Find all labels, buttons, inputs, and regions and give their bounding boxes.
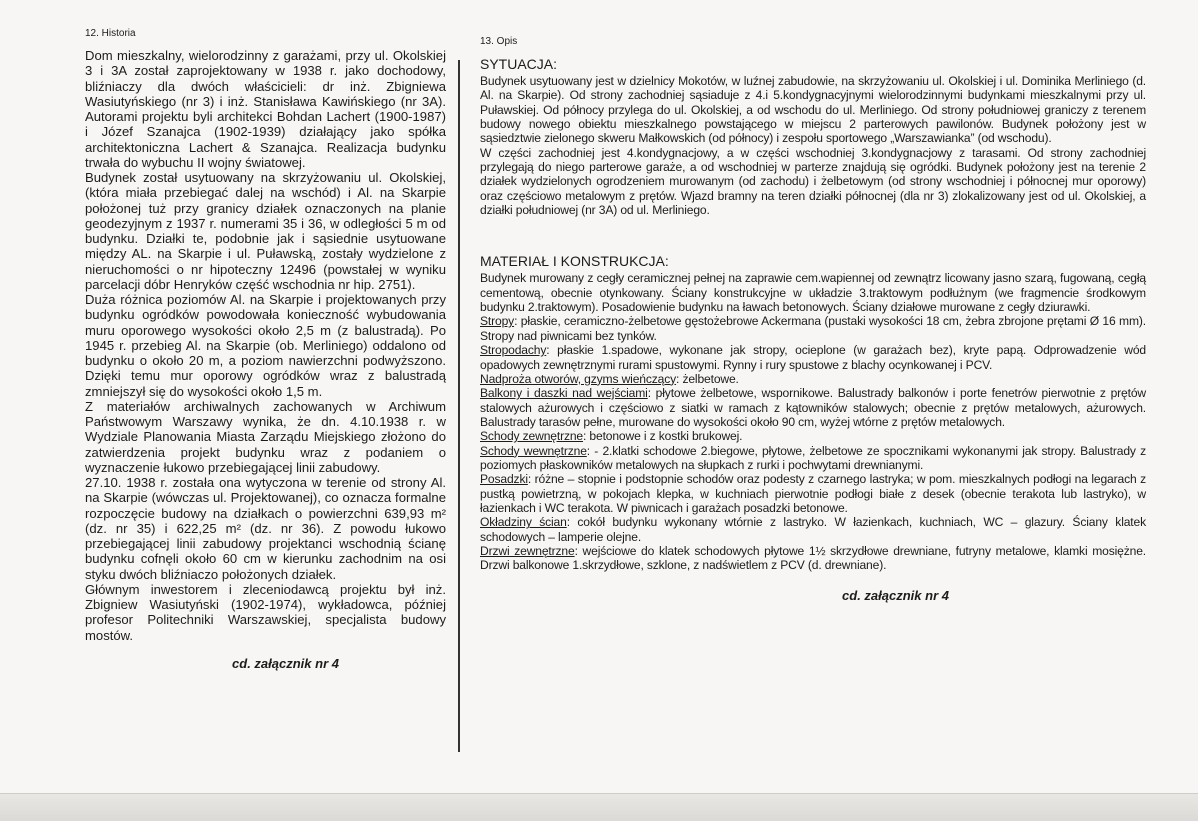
history-column xyxy=(85,28,446,671)
item-label: Drzwi zewnętrzne xyxy=(480,543,575,558)
construction-item xyxy=(480,444,1146,473)
construction-item xyxy=(480,515,1146,544)
continuation-note: cd. załącznik nr 4 xyxy=(842,587,949,603)
item-text: : betonowe i z kostki brukowej. xyxy=(583,429,743,444)
scan-bottom-edge xyxy=(0,793,1198,821)
item-text: : różne – stopnie i podstopnie schodów oraz podesty z czarnego lastryka; w pom. mieszkalnych podłogi na legarach z pustką powietrzną, w pokojach klepka, w kuchniach pierwotnie podłogi białe z desek (obecnie terakota lub lastryko), w łazienkach i WC terakota. W piwnicach i garażach posadzki betonowe. xyxy=(480,472,1146,515)
column-divider xyxy=(458,60,460,752)
paragraph: Budynek został usytuowany na skrzyżowaniu ul. Okolskiej, (która miała przebiegać dalej na wschód) i Al. na Skarpie położonej tuż przy granicy działek oznaczonych na planie geodezyjnym z 1937 r. numerami 35 i 36, w odległości 5 m od budynku. Działki te, podobnie jak i sąsiednie usytuowane między AL. na Skarpie i ul. Puławską, zostały wydzielone z nieruchomości o nr hipoteczny 12496 (powstałej w wyniku parcelacji dóbr Henryków część wschodnia nr hip. 2751). xyxy=(85,170,446,292)
item-text: : płaskie, ceramiczno-żelbetowe gęstożebrowe Ackermana (pustaki wysokości 18 cm, żebra zbrojone prętami Ø 16 mm). Stropy nad piwnicami bez tynków. xyxy=(480,314,1146,343)
item-text: : - 2.klatki schodowe 2.biegowe, płytowe, żelbetowe ze spocznikami wykonanymi jak stropy. Balustrady z poziomych płaskowników metalowych na słupkach z rurki i pochwytami drewnianymi. xyxy=(480,443,1147,472)
paragraph: Dom mieszkalny, wielorodzinny z garażami, przy ul. Okolskiej 3 i 3A został zaprojektowany w 1938 r. jako dochodowy, bliźniaczy dla dwóch właścicieli: dr inż. Zbigniewa Wasiutyńskiego (nr 3) i inż. Stanisława Kawińskiego (nr 3A). Autorami projektu byli architekci Bohdan Lachert (1900-1987) i Józef Szanajca (1902-1939) działający jako spółka architektoniczna Lachert & Szanajca. Realizacja budynku trwała do wybuchu II wojny światowej. xyxy=(85,48,446,170)
construction-item xyxy=(480,544,1146,573)
item-label: Posadzki xyxy=(480,472,528,487)
construction-body xyxy=(480,271,1146,572)
item-text: : wejściowe do klatek schodowych płytowe 1½ skrzydłowe drewniane, futryny metalowe, klamki mosiężne. Drzwi balkonowe 1.skrzydłowe, szklone, z nadświetlem z PCV (d. drewniane). xyxy=(480,543,1146,573)
item-text: : żelbetowe. xyxy=(676,371,739,386)
construction-item xyxy=(480,314,1146,343)
item-label: Stropodachy xyxy=(480,343,547,358)
section-label-history: 12. Historia xyxy=(85,28,136,39)
item-label: Okładziny ścian xyxy=(480,515,567,530)
item-label: Balkony i daszki nad wejściami xyxy=(480,386,648,401)
item-text: : płytowe żelbetowe, wspornikowe. Balustrady balkonów i porte fenetrów pierwotnie z prętów stalowych ażurowych i częściowo z siatki w ramach z kątowników stalowych; obecnie z prętów metalowych, ażurowych. Balustrady tarasów pełne, murowane do wysokości około 90 cm, wyżej wtórne z prętów metalowych. xyxy=(480,386,1146,429)
continuation-note: cd. załącznik nr 4 xyxy=(232,655,339,671)
item-label: Schody zewnętrzne xyxy=(480,429,583,444)
item-label: Schody wewnętrzne xyxy=(480,443,587,458)
situation-heading: SYTUACJA: xyxy=(480,56,558,72)
construction-item xyxy=(480,472,1146,515)
paragraph: Budynek murowany z cegły ceramicznej pełnej na zaprawie cem.wapiennej od zewnątrz licowany jasno szarą, fugowaną, cegłą cementową, obecnie otynkowany. Ściany konstrukcyjne w układzie 3.traktowym podłużnym (we fragmencie środkowym budynku 2.traktowym). Posadowienie budynku na ławach betonowych. Ściany działowe murowane z cegły dziurawki. xyxy=(480,271,1146,315)
paragraph: 27.10. 1938 r. została ona wytyczona w terenie od strony Al. na Skarpie (wówczas ul. Projektowanej), co oznacza formalne rozpoczęcie budowy na działkach o powierzchni 639,93 m² (dz. nr 35) i 622,25 m² (dz. nr 36). Z powodu łukowo przebiegającej linii zabudowy projektanci wschodnią ścianę budynku cofnęli około 60 cm w kierunku zachodnim na osi styku dwóch bliźniaczo położonych działek. xyxy=(85,475,446,582)
paragraph: Duża różnica poziomów Al. na Skarpie i projektowanych przy budynku ogródków powodowała konieczność wybudowania muru oporowego wysokości około 2,5 m (z balustradą). Po 1945 r. przebieg Al. na Skarpie (ob. Merliniego) oddalono od budynku o około 20 m, a poziom nawierzchni podwyższono. Dzięki temu mur oporowy ogródków wraz z balustradą zmniejszył się do wysokości około 1,5 m. xyxy=(85,292,446,399)
history-body xyxy=(85,48,446,643)
item-text: : cokół budynku wykonany wtórnie z lastryko. W łazienkach, kuchniach, WC – glazury. Ściany klatek schodowych – lamperie olejne. xyxy=(480,515,1146,544)
item-label: Stropy xyxy=(480,314,515,329)
situation-body xyxy=(480,74,1146,217)
section-label-description: 13. Opis xyxy=(480,36,518,47)
paragraph: Budynek usytuowany jest w dzielnicy Mokotów, w luźnej zabudowie, na skrzyżowaniu ul. Okolskiej i ul. Dominika Merliniego (d. Al. na Skarpie). Od strony zachodniej sąsiaduje z 4.i 5.kondygnacyjnymi wielorodzinnymi budynkami mieszkalnymi przy ul. Puławskiej. Od północy przylega do ul. Okolskiej, a od wschodu do ul. Merliniego. Od strony południowej graniczy z terenem budowy nowego obiektu mieszkalnego powstającego w miejscu 2 parterowych pawilonów. Budynek położony jest w sąsiedztwie zielonego skweru Małkowskich (od północy) i zespołu sportowego „Warszawianka” (od wschodu). xyxy=(480,74,1146,146)
construction-heading: MATERIAŁ I KONSTRUKCJA: xyxy=(480,253,669,270)
construction-item xyxy=(480,429,1146,443)
construction-item xyxy=(480,343,1146,372)
construction-item xyxy=(480,372,1146,386)
item-text: : płaskie 1.spadowe, wykonane jak stropy, ocieplone (w garażach bez), kryte papą. Odprowadzenie wód opadowych zewnętrznymi rurami spustowymi. Rynny i rury spustowe z blachy ocynkowanej i PCV. xyxy=(480,343,1146,372)
construction-item xyxy=(480,386,1146,429)
paragraph: Głównym inwestorem i zleceniodawcą projektu był inż. Zbigniew Wasiutyński (1902-1974), wykładowca, później profesor Politechniki Warszawskiej, specjalista budowy mostów. xyxy=(85,581,446,643)
item-label: Nadproża otworów, gzyms wieńczący xyxy=(480,371,677,386)
paragraph: W części zachodniej jest 4.kondygnacjowy, a w części wschodniej 3.kondygnacjowy z tarasami. Od strony zachodniej przylegają do niego parterowe garaże, a od wschodniej w parterze znajdują się ogródki. Budynek położony jest na terenie 2 działek wydzielonych ogrodzeniem murowanym (od zachodu) i żelbetowym (od strony wschodniej i północnej mur oporowy) oraz częściowo metalowym z prętów. Wjazd bramny na teren działki północnej (dla nr 3) zlokalizowany jest od ul. Okolskiej, a działki południowej (nr 3A) od ul. Merliniego. xyxy=(480,145,1146,218)
description-column xyxy=(480,36,1146,603)
paragraph: Z materiałów archiwalnych zachowanych w Archiwum Państwowym Warszawy wynika, że dn. 4.10.1938 r. w Wydziale Planowania Miasta Zarządu Miejskiego złożono do zatwierdzenia projekt budynku wraz z podaniem o wyznaczenie łukowo przebiegającej linii zabudowy. xyxy=(85,398,446,475)
